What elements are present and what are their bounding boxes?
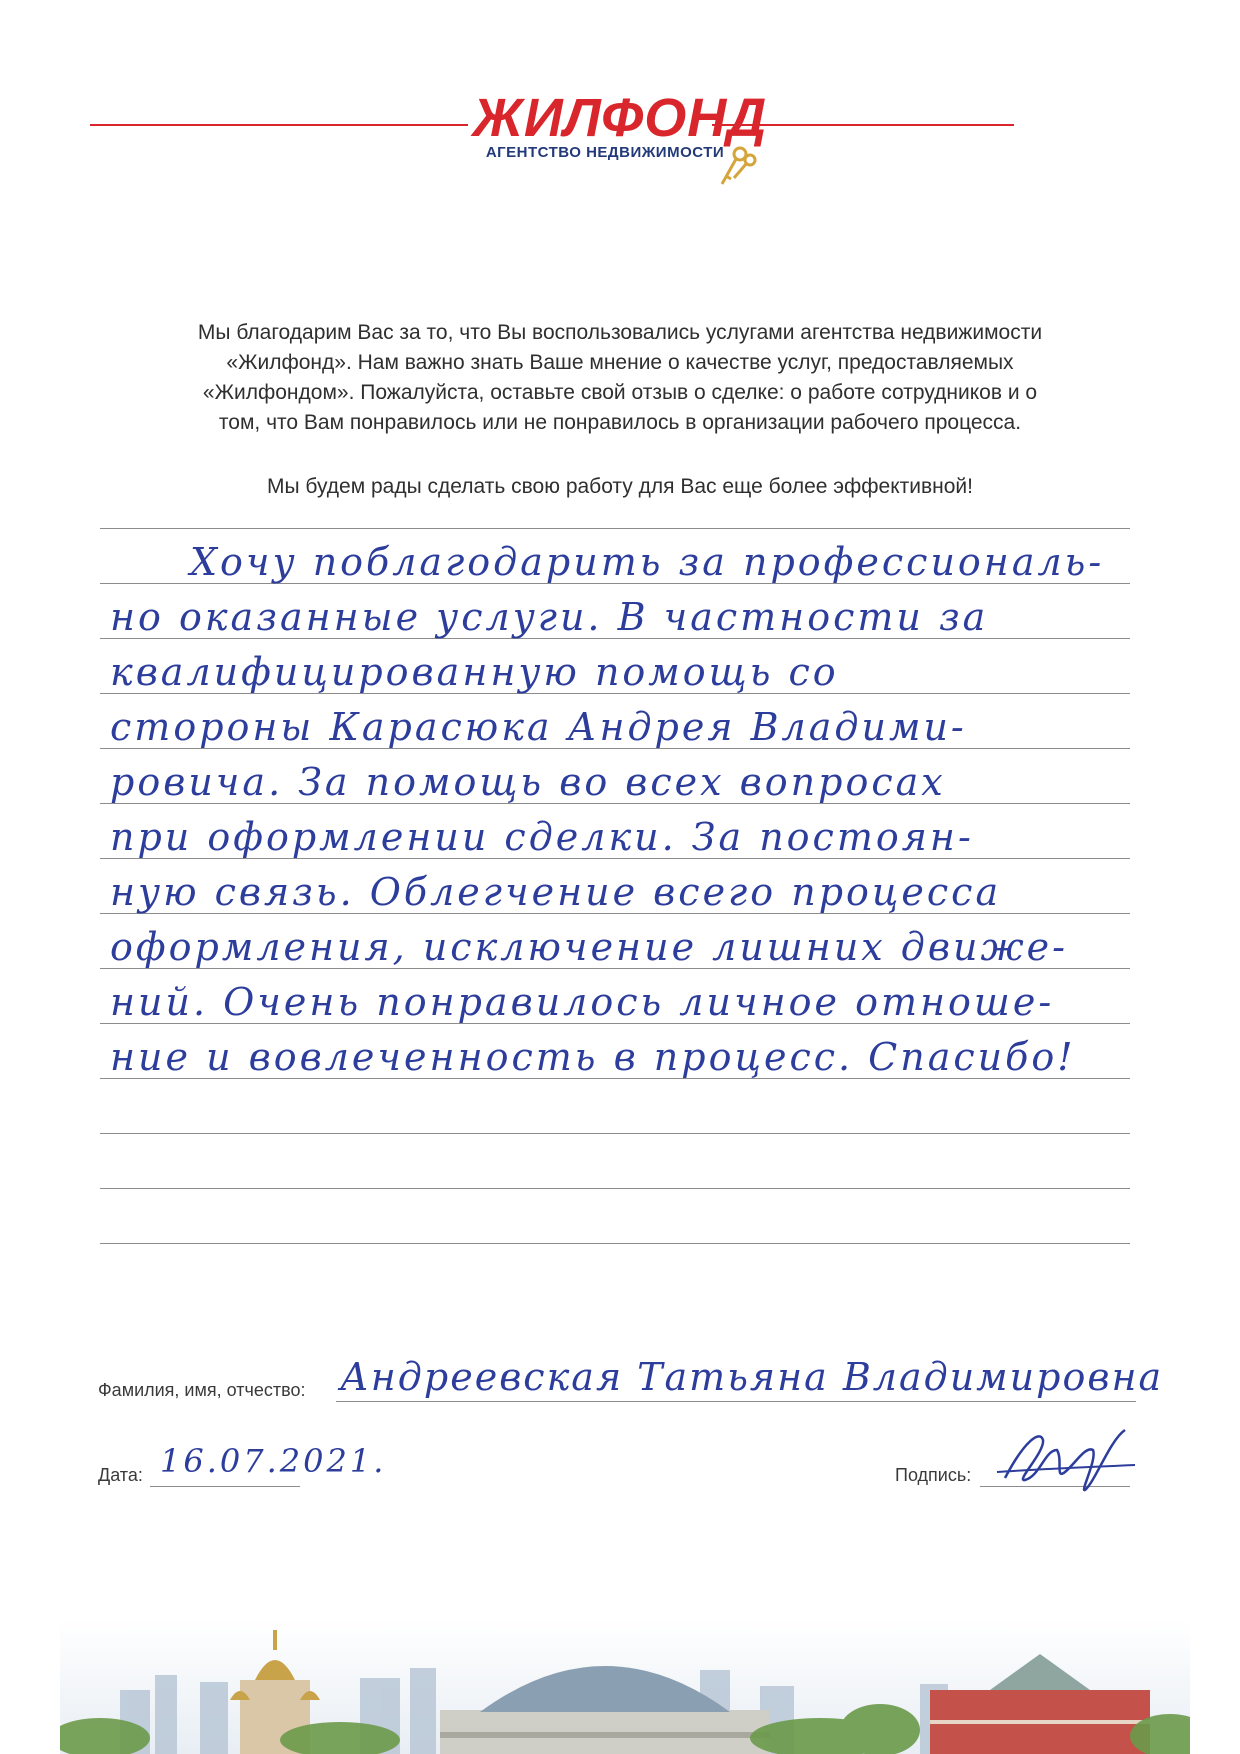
keys-icon [708, 146, 758, 188]
handwritten-line: оформления, исключение лишних движе- [110, 925, 1069, 969]
handwritten-line: Хочу поблагодарить за профессиональ- [190, 540, 1105, 584]
name-value: Андреевская Татьяна Владимировна [340, 1355, 1164, 1399]
handwritten-line: квалифицированную помощь со [110, 650, 839, 694]
logo-subtitle: АГЕНТСТВО НЕДВИЖИМОСТИ [485, 144, 725, 161]
name-label: Фамилия, имя, отчество: [98, 1380, 306, 1400]
city-panorama-illustration [60, 1620, 1190, 1754]
handwritten-line: стороны Карасюка Андрея Владими- [110, 705, 967, 749]
ruled-line [100, 528, 1130, 529]
handwritten-line: ровича. За помощь во всех вопросах [110, 760, 946, 804]
logo-title: ЖИЛФОНД [472, 88, 768, 148]
date-value: 16.07.2021. [160, 1442, 387, 1480]
date-underline [150, 1486, 300, 1487]
ruled-line [100, 1188, 1130, 1189]
intro-line: Мы благодарим Вас за то, что Вы воспользовались услугами агентства недвижимости [197, 321, 1043, 344]
intro-text [100, 318, 1140, 438]
handwritten-line: при оформлении сделки. За постоян- [110, 815, 974, 859]
signature-label: Подпись: [895, 1465, 972, 1485]
closing-text: Мы будем рады сделать свою работу для Вас еще более эффективной! [267, 475, 973, 498]
intro-line: «Жилфондом». Пожалуйста, оставьте свой отзыв о сделке: о работе сотрудников и о [202, 381, 1038, 404]
header-rule-left [90, 124, 468, 126]
handwritten-line: ний. Очень понравилось личное отноше- [110, 980, 1055, 1024]
name-underline [336, 1401, 1136, 1402]
date-label: Дата: [98, 1465, 143, 1485]
handwritten-line: но оказанные услуги. В частности за [110, 595, 989, 639]
signature-mark [985, 1420, 1145, 1500]
ruled-line [100, 1133, 1130, 1134]
handwritten-line: ную связь. Облегчение всего процесса [110, 870, 1002, 914]
intro-line: «Жилфонд». Нам важно знать Ваше мнение о качестве услуг, предоставляемых [226, 351, 1014, 374]
ruled-line [100, 1243, 1130, 1244]
intro-line: том, что Вам понравилось или не понравилось в организации рабочего процесса. [218, 411, 1022, 434]
handwritten-line: ние и вовлеченность в процесс. Спасибо! [110, 1035, 1076, 1079]
